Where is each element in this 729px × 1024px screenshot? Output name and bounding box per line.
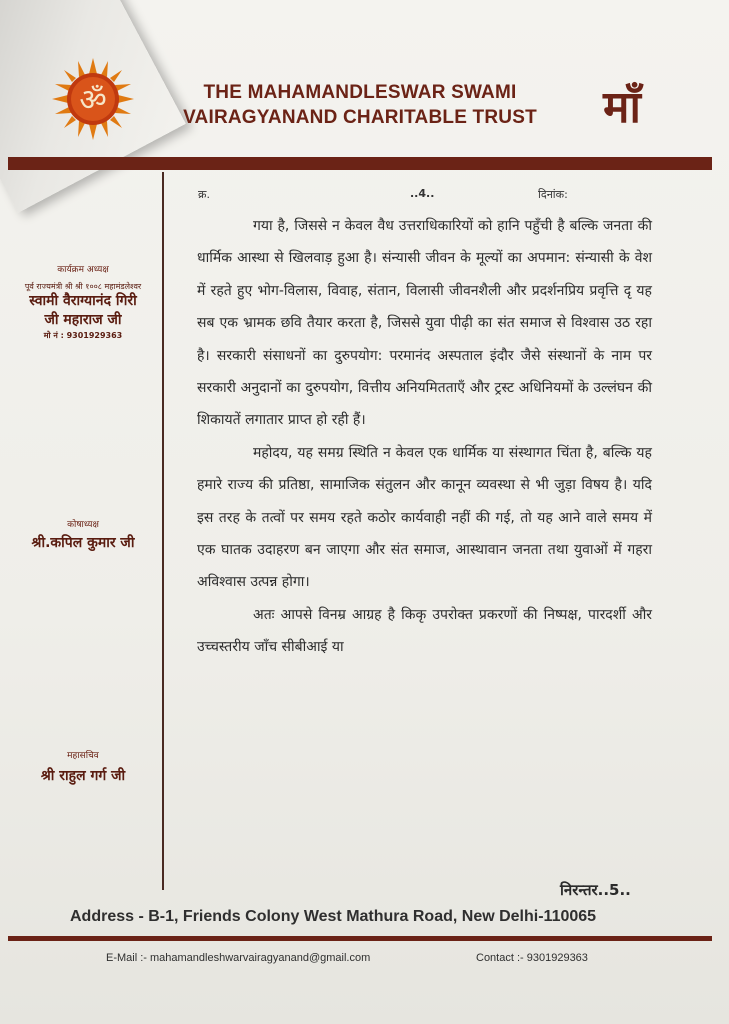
- continued-marker: निरन्तर..5..: [560, 881, 631, 899]
- footer-address: Address - B-1, Friends Colony West Mathura Road, New Delhi-110065: [70, 908, 597, 925]
- secretary-name: श्री राहुल गर्ग जी: [40, 768, 126, 784]
- footer-divider: [8, 936, 712, 941]
- president-name-line1: स्वामी वैराग्यानंद गिरी: [29, 293, 137, 309]
- maa-calligraphy-icon: माँ: [603, 82, 641, 133]
- treasurer-role: कोषाध्यक्ष: [67, 520, 99, 530]
- date-label: दिनांक:: [538, 188, 568, 201]
- secretary-role: महासचिव: [67, 751, 99, 761]
- president-name-line2: जी महाराज जी: [44, 312, 122, 328]
- ref-label: क्र.: [198, 188, 210, 201]
- sidebar-treasurer: [8, 517, 158, 553]
- trust-title-line1: THE MAHAMANDLESWAR SWAMI: [203, 82, 517, 103]
- treasurer-name: श्री.कपिल कुमार जी: [31, 535, 135, 551]
- sidebar-divider: [162, 172, 164, 890]
- trust-title-line2: VAIRAGYANAND CHARITABLE TRUST: [183, 107, 537, 128]
- trust-title: [160, 80, 560, 130]
- letter-body: [197, 210, 652, 664]
- header-divider: [8, 157, 712, 170]
- om-sun-icon: [52, 58, 134, 140]
- sidebar-president: [8, 262, 158, 341]
- president-role: कार्यक्रम अध्यक्ष: [57, 265, 109, 275]
- sidebar-secretary: [8, 748, 158, 786]
- body-paragraph-2: महोदय, यह समग्र स्थिति न केवल एक धार्मिक या संस्थागत चिंता है, बल्कि यह हमारे राज्य की प्रतिष्ठा, सामाजिक संतुलन और कानून व्यवस्था से भी जुड़ा विषय है। यदि इस तरह के तत्वों पर समय रहते कठोर कार्यवाही नहीं की गई, तो यह आने वाले समय में एक घातक उदाहरण बन जाएगा और संत समाज, आस्थावान जनता तथा युवाओं में गहरा अविश्वास उत्पन्न होगा।: [197, 444, 652, 591]
- page-number: ..4..: [410, 187, 435, 200]
- president-note: पूर्व राज्यमंत्री श्री श्री १००८ महामंडलेश्वर: [24, 282, 142, 291]
- footer-contact: Contact :- 9301929363: [476, 952, 588, 964]
- body-paragraph-3: अतः आपसे विनम्र आग्रह है किकृ उपरोक्त प्रकरणों की निष्पक्ष, पारदर्शी और उच्चस्तरीय जाँच सीबीआई या: [197, 606, 652, 656]
- footer-email: E-Mail :- mahamandleshwarvairagyanand@gmail.com: [106, 952, 371, 964]
- body-paragraph-1: गया है, जिससे न केवल वैध उत्तराधिकारियों को हानि पहुँची है बल्कि जनता की धार्मिक आस्था से खिलवाड़ हुआ है। संन्यासी जीवन के मूल्यों का अपमान: संन्यासी के वेश में रहते हुए भोग-विलास, विवाह, संतान, विलासी जीवनशैली और प्रदर्शनप्रिय प्रवृत्ति दृ यह सब एक भ्रामक छवि तैयार करता है, जिससे युवा पीढ़ी का संत समाज से विश्वास उठ रहा है। सरकारी संसाधनों का दुरुपयोग: परमानंद अस्पताल इंदौर जैसे संस्थानों के नाम पर सरकारी अनुदानों का दुरुपयोग, वित्तीय अनियमितताएँ और ट्रस्ट अधिनियमों के उल्लंघन की शिकायतें लगातार प्राप्त हो रही हैं।: [197, 218, 652, 429]
- president-mobile: मो नं : 9301929363: [43, 331, 123, 340]
- om-symbol: ॐ: [79, 83, 107, 118]
